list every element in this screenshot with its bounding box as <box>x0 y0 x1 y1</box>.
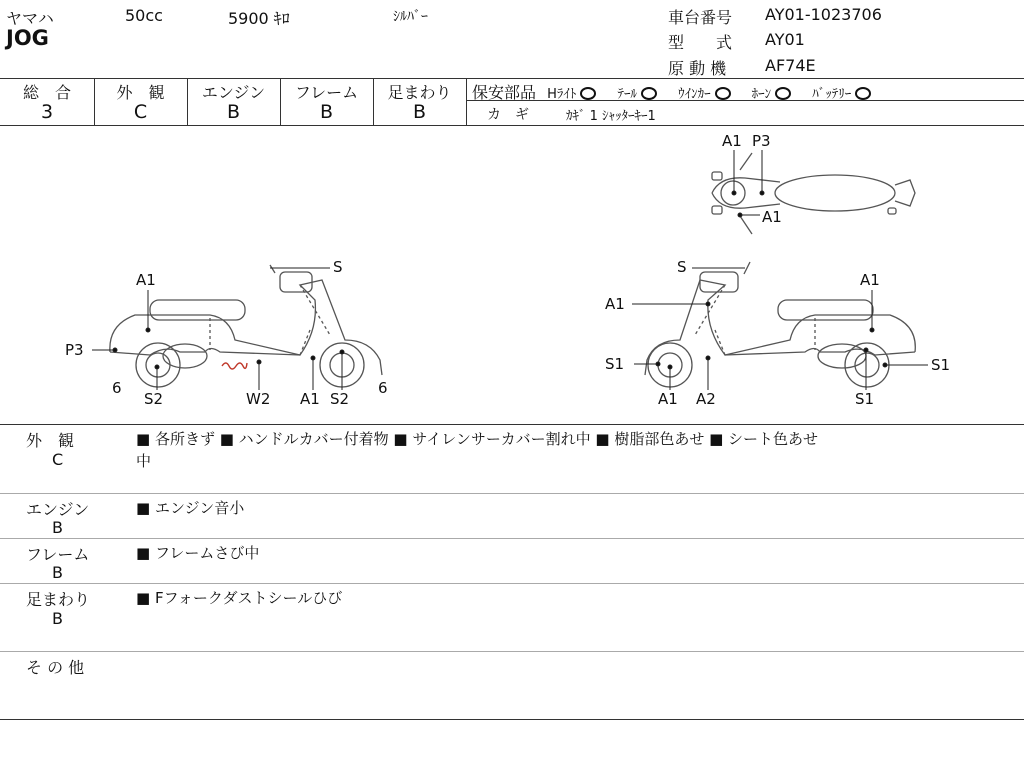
remark-text: ■ エンジン音小 <box>136 499 245 517</box>
ok-circle-icon <box>775 87 791 100</box>
label-s1: S1 <box>605 355 625 373</box>
label-s1: S1 <box>855 390 875 408</box>
remark-label: 外 観 <box>26 431 75 450</box>
divider <box>466 78 467 125</box>
safety-item-tail: ﾃｰﾙ <box>617 87 637 102</box>
engine-model-value: AF74E <box>765 56 816 75</box>
label-s: S <box>677 258 687 276</box>
suspension-label: 足まわり <box>387 83 452 102</box>
safety-parts-label: 保安部品 <box>472 83 537 102</box>
scooter-top-view <box>712 153 915 234</box>
divider <box>0 651 1024 652</box>
exterior-label: 外 観 <box>116 83 165 102</box>
label-a1: A1 <box>300 390 320 408</box>
label-s1: S1 <box>931 356 951 374</box>
type-label: 型 式 <box>668 33 733 52</box>
remark-text: 中 <box>136 452 152 470</box>
label-a2: A2 <box>696 390 716 408</box>
divider <box>0 583 1024 584</box>
frame-label: フレーム <box>294 83 359 102</box>
divider <box>0 78 1024 79</box>
label-s2: S2 <box>330 390 350 408</box>
label-6: 6 <box>112 379 122 397</box>
divider <box>0 424 1024 425</box>
label-a1: A1 <box>658 390 678 408</box>
ok-circle-icon <box>641 87 657 100</box>
frame-grade: B <box>319 101 334 123</box>
safety-parts-row <box>472 80 871 103</box>
label-p3: P3 <box>752 132 771 150</box>
ok-circle-icon <box>715 87 731 100</box>
remark-label: エンジン <box>26 500 90 519</box>
exterior-grade: C <box>133 101 148 123</box>
divider <box>0 493 1024 494</box>
label-s2: S2 <box>144 390 164 408</box>
type-value: AY01 <box>765 30 805 49</box>
remark-text: ■ 各所きず ■ ハンドルカバー付着物 ■ サイレンサーカバー割れ中 ■ 樹脂部色あせ ■ シート色あせ <box>136 430 819 448</box>
remark-text: ■ フレームさび中 <box>136 544 260 562</box>
remark-grade: B <box>52 609 63 628</box>
divider <box>0 719 1024 720</box>
label-a1: A1 <box>762 208 782 226</box>
mileage: 5900 ｷﾛ <box>228 9 290 28</box>
frame-no-label: 車台番号 <box>668 8 733 27</box>
remark-grade: B <box>52 563 63 582</box>
label-a1: A1 <box>136 271 156 289</box>
frame-no: AY01-1023706 <box>765 5 882 24</box>
remark-grade: B <box>52 518 63 537</box>
label-w2: W2 <box>246 390 271 408</box>
safety-item-winker: ｳｲﾝｶｰ <box>678 87 711 102</box>
damage-scribble-mark <box>222 363 247 369</box>
safety-item-headlight: Hﾗｲﾄ <box>547 87 577 102</box>
suspension-grade: B <box>412 101 427 123</box>
ok-circle-icon <box>855 87 871 100</box>
displacement: 50cc <box>125 6 163 25</box>
engine-grade: B <box>226 101 241 123</box>
label-a1: A1 <box>722 132 742 150</box>
divider <box>0 538 1024 539</box>
key-value: ｶｷﾞ 1 ｼｬｯﾀｰｷｰ1 <box>566 109 656 124</box>
label-a1: A1 <box>605 295 625 313</box>
remark-label: そ の 他 <box>26 658 85 677</box>
overall-grade: 3 <box>40 101 54 123</box>
label-s: S <box>333 258 343 276</box>
engine-label: エンジン <box>201 83 266 102</box>
remark-label: 足まわり <box>26 590 91 609</box>
label-a1: A1 <box>860 271 880 289</box>
label-6: 6 <box>378 379 388 397</box>
color: ｼﾙﾊﾞｰ <box>393 9 428 25</box>
remark-text: ■ Fフォークダストシールひび <box>136 589 343 607</box>
ok-circle-icon <box>580 87 596 100</box>
label-p3: P3 <box>65 341 84 359</box>
safety-item-battery: ﾊﾞｯﾃﾘｰ <box>812 87 852 102</box>
engine-model-label: 原 動 機 <box>668 59 727 78</box>
remark-grade: C <box>52 450 64 469</box>
damage-diagram <box>0 126 1024 424</box>
remark-label: フレーム <box>26 545 90 564</box>
key-label: カ ギ <box>487 107 529 123</box>
safety-item-horn: ﾎｰﾝ <box>751 87 772 102</box>
maker: ヤマハ <box>6 9 54 28</box>
model-name: JOG <box>6 26 49 50</box>
overall-label: 総 合 <box>22 83 71 102</box>
